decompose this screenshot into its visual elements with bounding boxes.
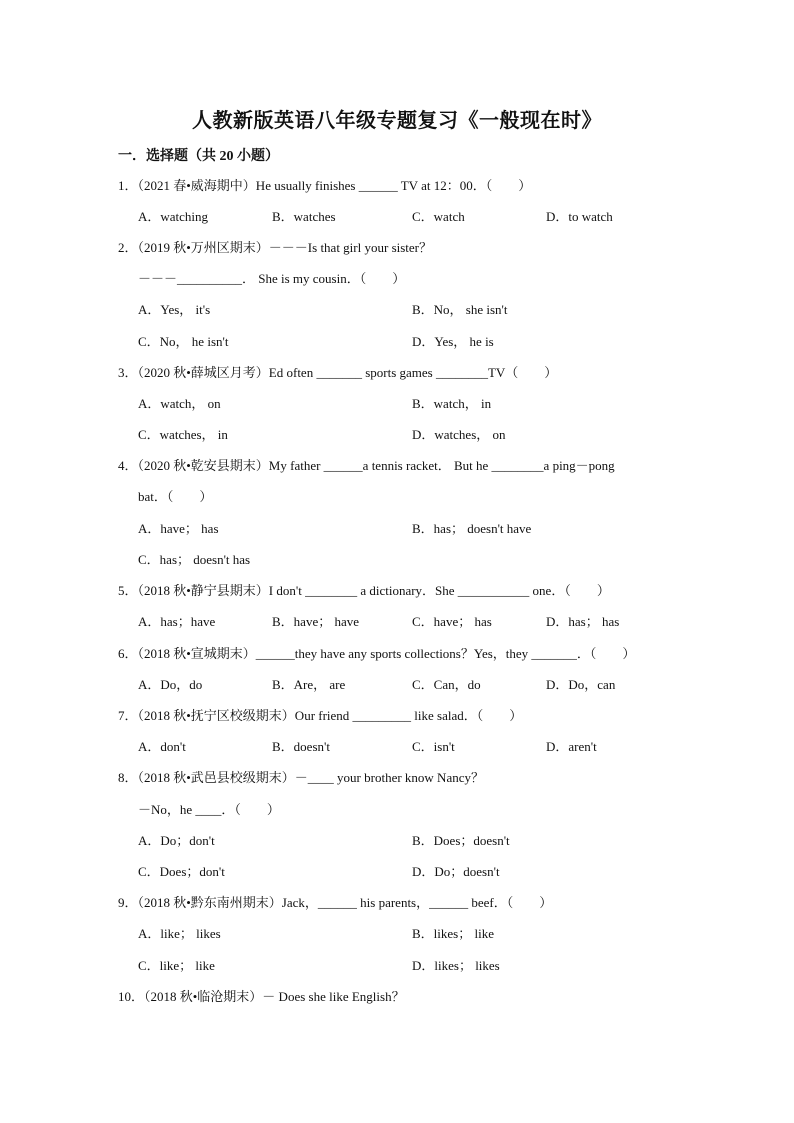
question-2-stem: 2．（2019 秋•万州区期末）－－－Is that girl your sister？ xyxy=(118,240,433,255)
q9-option-d[interactable]: D．likes； likes xyxy=(412,958,500,973)
question-3-stem: 3．（2020 秋•薛城区月考）Ed often _______ sports games ________TV（ ） xyxy=(118,365,558,380)
q3-option-b[interactable]: B．watch， in xyxy=(412,396,492,411)
question-8-stem: 8．（2018 秋•武邑县校级期末）－____ your brother know Nancy？ xyxy=(118,770,484,785)
q8-option-b[interactable]: B．Does；doesn't xyxy=(412,833,510,848)
q3-option-d[interactable]: D．watches， on xyxy=(412,427,506,442)
question-8-stem-line2: －No，he ____．（ ） xyxy=(138,802,280,817)
q9-option-c[interactable]: C．like； like xyxy=(138,958,215,973)
q1-option-b[interactable]: B．watches xyxy=(272,209,336,224)
q6-option-d[interactable]: D．Do，can xyxy=(546,677,616,692)
question-7-stem: 7．（2018 秋•抚宁区校级期末）Our friend _________ like salad．（ ） xyxy=(118,708,523,723)
q9-option-b[interactable]: B．likes； like xyxy=(412,926,494,941)
question-10-stem: 10．（2018 秋•临沧期末）－ Does she like English？ xyxy=(118,989,405,1004)
q2-option-a[interactable]: A．Yes， it's xyxy=(138,302,211,317)
q5-option-d[interactable]: D．has； has xyxy=(546,614,620,629)
question-5-stem: 5．（2018 秋•静宁县期末）I don't ________ a dictionary．She ___________ one．（ ） xyxy=(118,583,610,598)
q8-option-a[interactable]: A．Do；don't xyxy=(138,833,215,848)
q6-option-c[interactable]: C．Can，do xyxy=(412,677,481,692)
q6-option-b[interactable]: B．Are， are xyxy=(272,677,346,692)
page-title: 人教新版英语八年级专题复习《一般现在时》 xyxy=(192,110,602,132)
q1-option-a[interactable]: A．watching xyxy=(138,209,209,224)
q1-option-d[interactable]: D．to watch xyxy=(546,209,613,224)
q2-option-c[interactable]: C．No， he isn't xyxy=(138,334,229,349)
q7-option-a[interactable]: A．don't xyxy=(138,739,186,754)
section-heading: 一．选择题（共 20 小题） xyxy=(118,149,279,164)
question-2-stem-line2: －－－__________． She is my cousin．（ ） xyxy=(138,271,406,286)
question-6-stem: 6．（2018 秋•宣城期末）______they have any sports collections？Yes，they _______．（ ） xyxy=(118,646,636,661)
q3-option-c[interactable]: C．watches， in xyxy=(138,427,228,442)
q8-option-d[interactable]: D．Do；doesn't xyxy=(412,864,500,879)
q7-option-c[interactable]: C．isn't xyxy=(412,739,455,754)
q1-option-c[interactable]: C．watch xyxy=(412,209,465,224)
q2-option-d[interactable]: D．Yes， he is xyxy=(412,334,494,349)
q7-option-b[interactable]: B．doesn't xyxy=(272,739,330,754)
q3-option-a[interactable]: A．watch， on xyxy=(138,396,221,411)
question-1-stem: 1．（2021 春•威海期中）He usually finishes ______ TV at 12：00．（ ） xyxy=(118,178,532,193)
question-4-stem: 4．（2020 秋•乾安县期末）My father ______a tennis racket． But he ________a ping－pong xyxy=(118,458,615,473)
q7-option-d[interactable]: D．aren't xyxy=(546,739,597,754)
q5-option-a[interactable]: A．has；have xyxy=(138,614,216,629)
q5-option-c[interactable]: C．have； has xyxy=(412,614,492,629)
q2-option-b[interactable]: B．No， she isn't xyxy=(412,302,508,317)
question-4-stem-line2: bat．（ ） xyxy=(138,489,213,504)
q4-option-a[interactable]: A．have； has xyxy=(138,521,219,536)
q6-option-a[interactable]: A．Do，do xyxy=(138,677,203,692)
q5-option-b[interactable]: B．have； have xyxy=(272,614,360,629)
q9-option-a[interactable]: A．like； likes xyxy=(138,926,221,941)
q4-option-b[interactable]: B．has； doesn't have xyxy=(412,521,532,536)
question-9-stem: 9．（2018 秋•黔东南州期末）Jack，______ his parents，______ beef．（ ） xyxy=(118,895,553,910)
q8-option-c[interactable]: C．Does；don't xyxy=(138,864,225,879)
q4-option-c[interactable]: C．has； doesn't has xyxy=(138,552,251,567)
